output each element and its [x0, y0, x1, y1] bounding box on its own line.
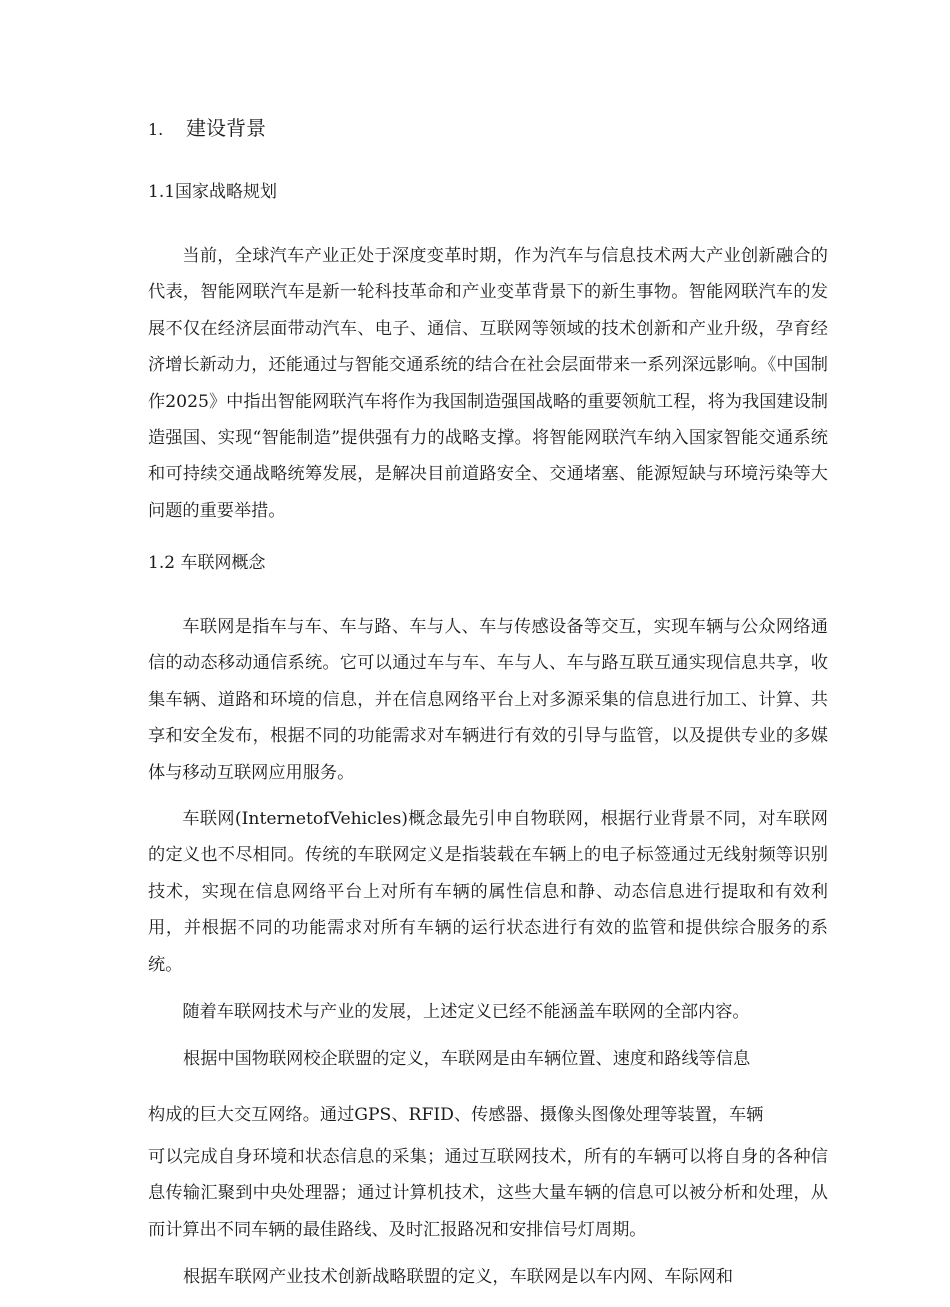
section-heading-1-1: 1.1国家战略规划	[148, 182, 278, 202]
paragraph-alliance-def-rest: 可以完成自身环境和状态信息的采集；通过互联网技术，所有的车辆可以将自身的各种信息传输汇聚到中央处理器；通过计算机技术，这些大量车辆的信息可以被分析和处理，从而计算出不同车辆的最佳路线、及时汇报路况和安排信号灯周期。	[148, 1147, 828, 1240]
paragraph-iov-origin: 车联网(InternetofVehicles)概念最先引申自物联网，根据行业背景不同，对车联网的定义也不尽相同。传统的车联网定义是指装载在车辆上的电子标签通过无线射频等识别技术，实现在信息网络平台上对所有车辆的属性信息和静、动态信息进行提取和有效利用，并根据不同的功能需求对所有车辆的运行状态进行有效的监管和提供综合服务的系统。	[148, 809, 828, 975]
paragraph-iov-development: 随着车联网技术与产业的发展，上述定义已经不能涵盖车联网的全部内容。	[182, 1002, 750, 1022]
chapter-heading	[148, 114, 266, 144]
paragraph-alliance-def-line1: 根据中国物联网校企联盟的定义，车联网是由车辆位置、速度和路线等信息	[183, 1049, 751, 1069]
section-heading-1-2: 1.2 车联网概念	[148, 553, 266, 573]
paragraph-national-strategy: 当前，全球汽车产业正处于深度变革时期，作为汽车与信息技术两大产业创新融合的代表，智能网联汽车是新一轮科技革命和产业变革背景下的新生事物。智能网联汽车的发展不仅在经济层面带动汽车、电子、通信、互联网等领域的技术创新和产业升级，孕育经济增长新动力，还能通过与智能交通系统的结合在社会层面带来一系列深远影响。《中国制作2025》中指出智能网联汽车将作为我国制造强国战略的重要领航工程，将为我国建设制造强国、实现“智能制造”提供强有力的战略支撑。将智能网联汽车纳入国家智能交通系统和可持续交通战略统筹发展，是解决目前道路安全、交通堵塞、能源短缺与环境污染等大问题的重要举措。	[148, 246, 828, 521]
paragraph-alliance-def-line2: 构成的巨大交互网络。通过GPS、RFID、传感器、摄像头图像处理等装置，车辆	[148, 1105, 764, 1125]
paragraph-iov-definition: 车联网是指车与车、车与路、车与人、车与传感设备等交互，实现车辆与公众网络通信的动态移动通信系统。它可以通过车与车、车与人、车与路互联互通实现信息共享，收集车辆、道路和环境的信息，并在信息网络平台上对多源采集的信息进行加工、计算、共享和安全发布，根据不同的功能需求对车辆进行有效的引导与监管，以及提供专业的多媒体与移动互联网应用服务。	[148, 617, 828, 783]
chapter-title: 建设背景	[186, 116, 266, 140]
chapter-number: 1.	[148, 120, 164, 139]
paragraph-industry-alliance-line1: 根据车联网产业技术创新战略联盟的定义，车联网是以车内网、车际网和	[183, 1267, 734, 1287]
